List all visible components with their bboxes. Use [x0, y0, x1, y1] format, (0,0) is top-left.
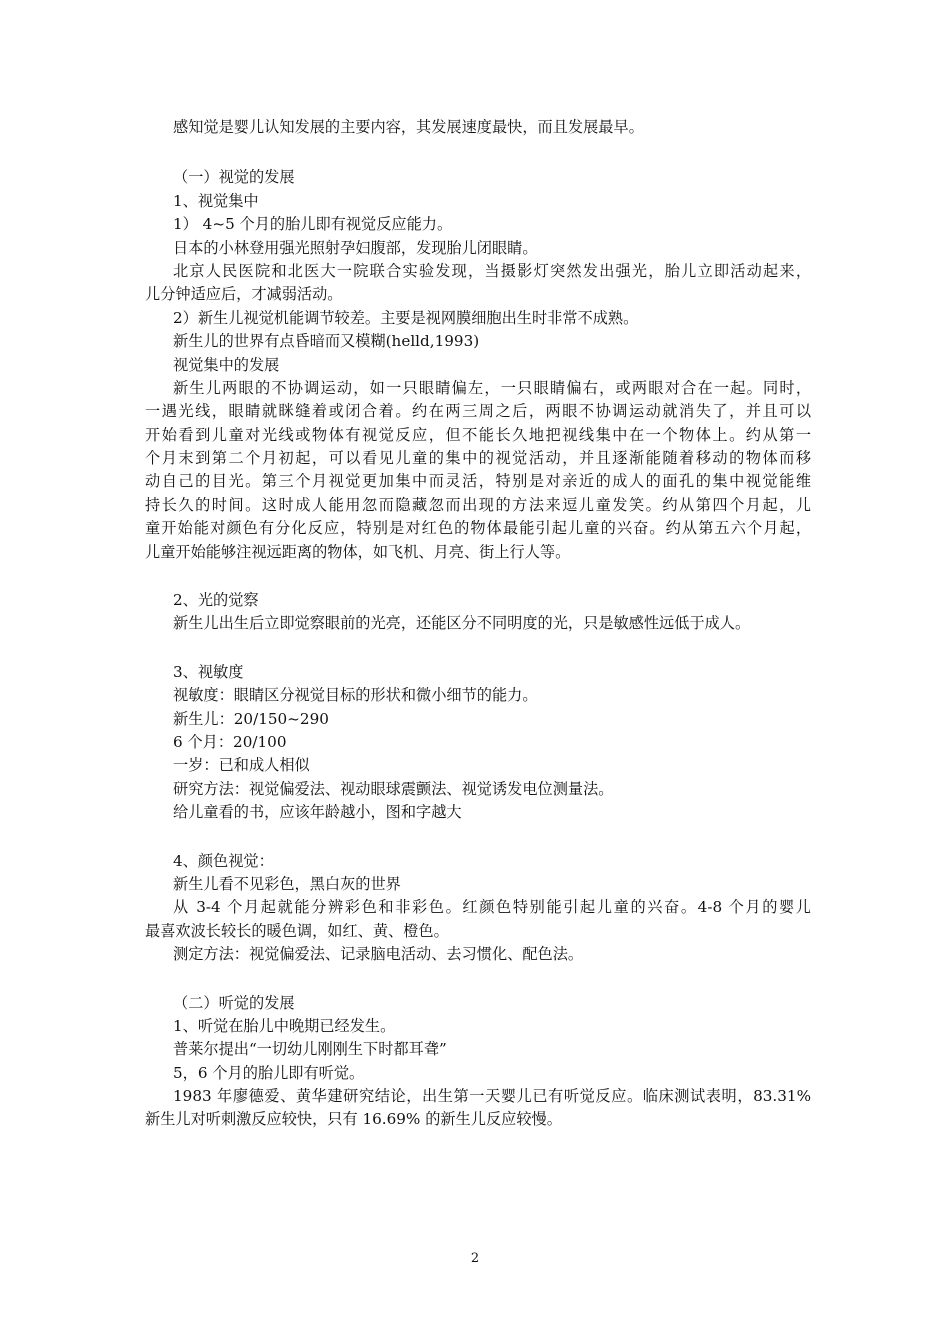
subsection-title: 4、颜色视觉： — [173, 851, 274, 870]
paragraph: 2）新生儿视觉机能调节较差。主要是视网膜细胞出生时非常不成熟。 — [173, 308, 639, 327]
paragraph: 普莱尔提出“一切幼儿刚刚生下时都耳聋” — [173, 1040, 447, 1059]
paragraph: 视敏度：眼睛区分视觉目标的形状和微小细节的能力。 — [173, 686, 538, 705]
paragraph-line: 新生儿两眼的不协调运动，如一只眼睛偏左，一只眼睛偏右，或两眼对合在一起。同时， — [173, 378, 811, 397]
section-heading-hearing: （二）听觉的发展 — [173, 993, 295, 1012]
subsection-title: 1、视觉集中 — [173, 191, 259, 210]
paragraph: 一岁：已和成人相似 — [173, 756, 310, 775]
paragraph-line: 儿分钟适应后，才减弱活动。 — [145, 285, 343, 304]
paragraph-line: 最喜欢波长较长的暖色调，如红、黄、橙色。 — [145, 921, 449, 940]
paragraph-line: 新生儿对听刺激反应较快，只有 16.69% 的新生儿反应较慢。 — [145, 1110, 562, 1129]
paragraph: 1） 4~5 个月的胎儿即有视觉反应能力。 — [173, 215, 453, 234]
paragraph: 日本的小林登用强光照射孕妇腹部，发现胎儿闭眼睛。 — [173, 238, 538, 257]
paragraph: 6 个月：20/100 — [173, 732, 287, 751]
paragraph-line: 童开始能对颜色有分化反应，特别是对红色的物体最能引起儿童的兴奋。约从第五六个月起， — [145, 519, 811, 538]
section-heading-vision: （一）视觉的发展 — [173, 168, 295, 187]
paragraph-line: 开始看到儿童对光线或物体有视觉反应，但不能长久地把视线集中在一个物体上。约从第一 — [145, 425, 811, 444]
paragraph: 给儿童看的书，应该年龄越小，图和字越大 — [173, 803, 462, 822]
paragraph-line: 持长久的时间。这时成人能用忽而隐藏忽而出现的方法来逗儿童发笑。约从第四个月起，儿 — [145, 495, 811, 514]
paragraph-line: 1983 年廖德爱、黄华建研究结论，出生第一天婴儿已有听觉反应。临床测试表明，83.31% — [173, 1087, 811, 1106]
paragraph: 新生儿看不见彩色，黑白灰的世界 — [173, 874, 401, 893]
subsection-title: 1、听觉在胎儿中晚期已经发生。 — [173, 1016, 396, 1035]
subsection-title: 2、光的觉察 — [173, 591, 259, 610]
page-number: 2 — [470, 1251, 480, 1266]
spacer — [145, 825, 811, 850]
paragraph-line: 动自己的目光。第三个月视觉更加集中而灵活，特别是对亲近的成人的面孔的集中视觉能维 — [145, 472, 811, 491]
paragraph: 新生儿的世界有点昏暗而又模糊(helld,1993) — [173, 332, 480, 351]
spacer — [145, 564, 811, 589]
paragraph: 视觉集中的发展 — [173, 355, 280, 374]
paragraph-line: 个月末到第二个月初起，可以看见儿童的集中的视觉活动，并且逐渐能随着移动的物体而移 — [145, 449, 811, 468]
subsection-title: 3、视敏度 — [173, 662, 244, 681]
paragraph-line: 北京人民医院和北医大一院联合实验发现，当摄影灯突然发出强光，胎儿立即活动起来， — [173, 261, 811, 280]
spacer — [145, 967, 811, 992]
paragraph: 研究方法：视觉偏爱法、视动眼球震颤法、视觉诱发电位测量法。 — [173, 779, 614, 798]
spacer — [145, 636, 811, 661]
spacer — [145, 139, 811, 166]
page-body — [145, 116, 811, 1132]
paragraph: 测定方法：视觉偏爱法、记录脑电活动、去习惯化、配色法。 — [173, 945, 584, 964]
paragraph: 新生儿：20/150~290 — [173, 709, 329, 728]
paragraph-line: 儿童开始能够注视远距离的物体，如飞机、月亮、街上行人等。 — [145, 542, 571, 561]
paragraph: 新生儿出生后立即觉察眼前的光亮，还能区分不同明度的光，只是敏感性远低于成人。 — [173, 614, 751, 633]
intro-paragraph: 感知觉是婴儿认知发展的主要内容，其发展速度最快，而且发展最早。 — [173, 118, 644, 136]
paragraph-line: 从 3-4 个月起就能分辨彩色和非彩色。红颜色特别能引起儿童的兴奋。4-8 个月的婴儿 — [173, 898, 811, 917]
paragraph: 5，6 个月的胎儿即有听觉。 — [173, 1063, 365, 1082]
paragraph-line: 一遇光线，眼睛就眯缝着或闭合着。约在两三周之后，两眼不协调运动就消失了，并且可以 — [145, 402, 811, 421]
